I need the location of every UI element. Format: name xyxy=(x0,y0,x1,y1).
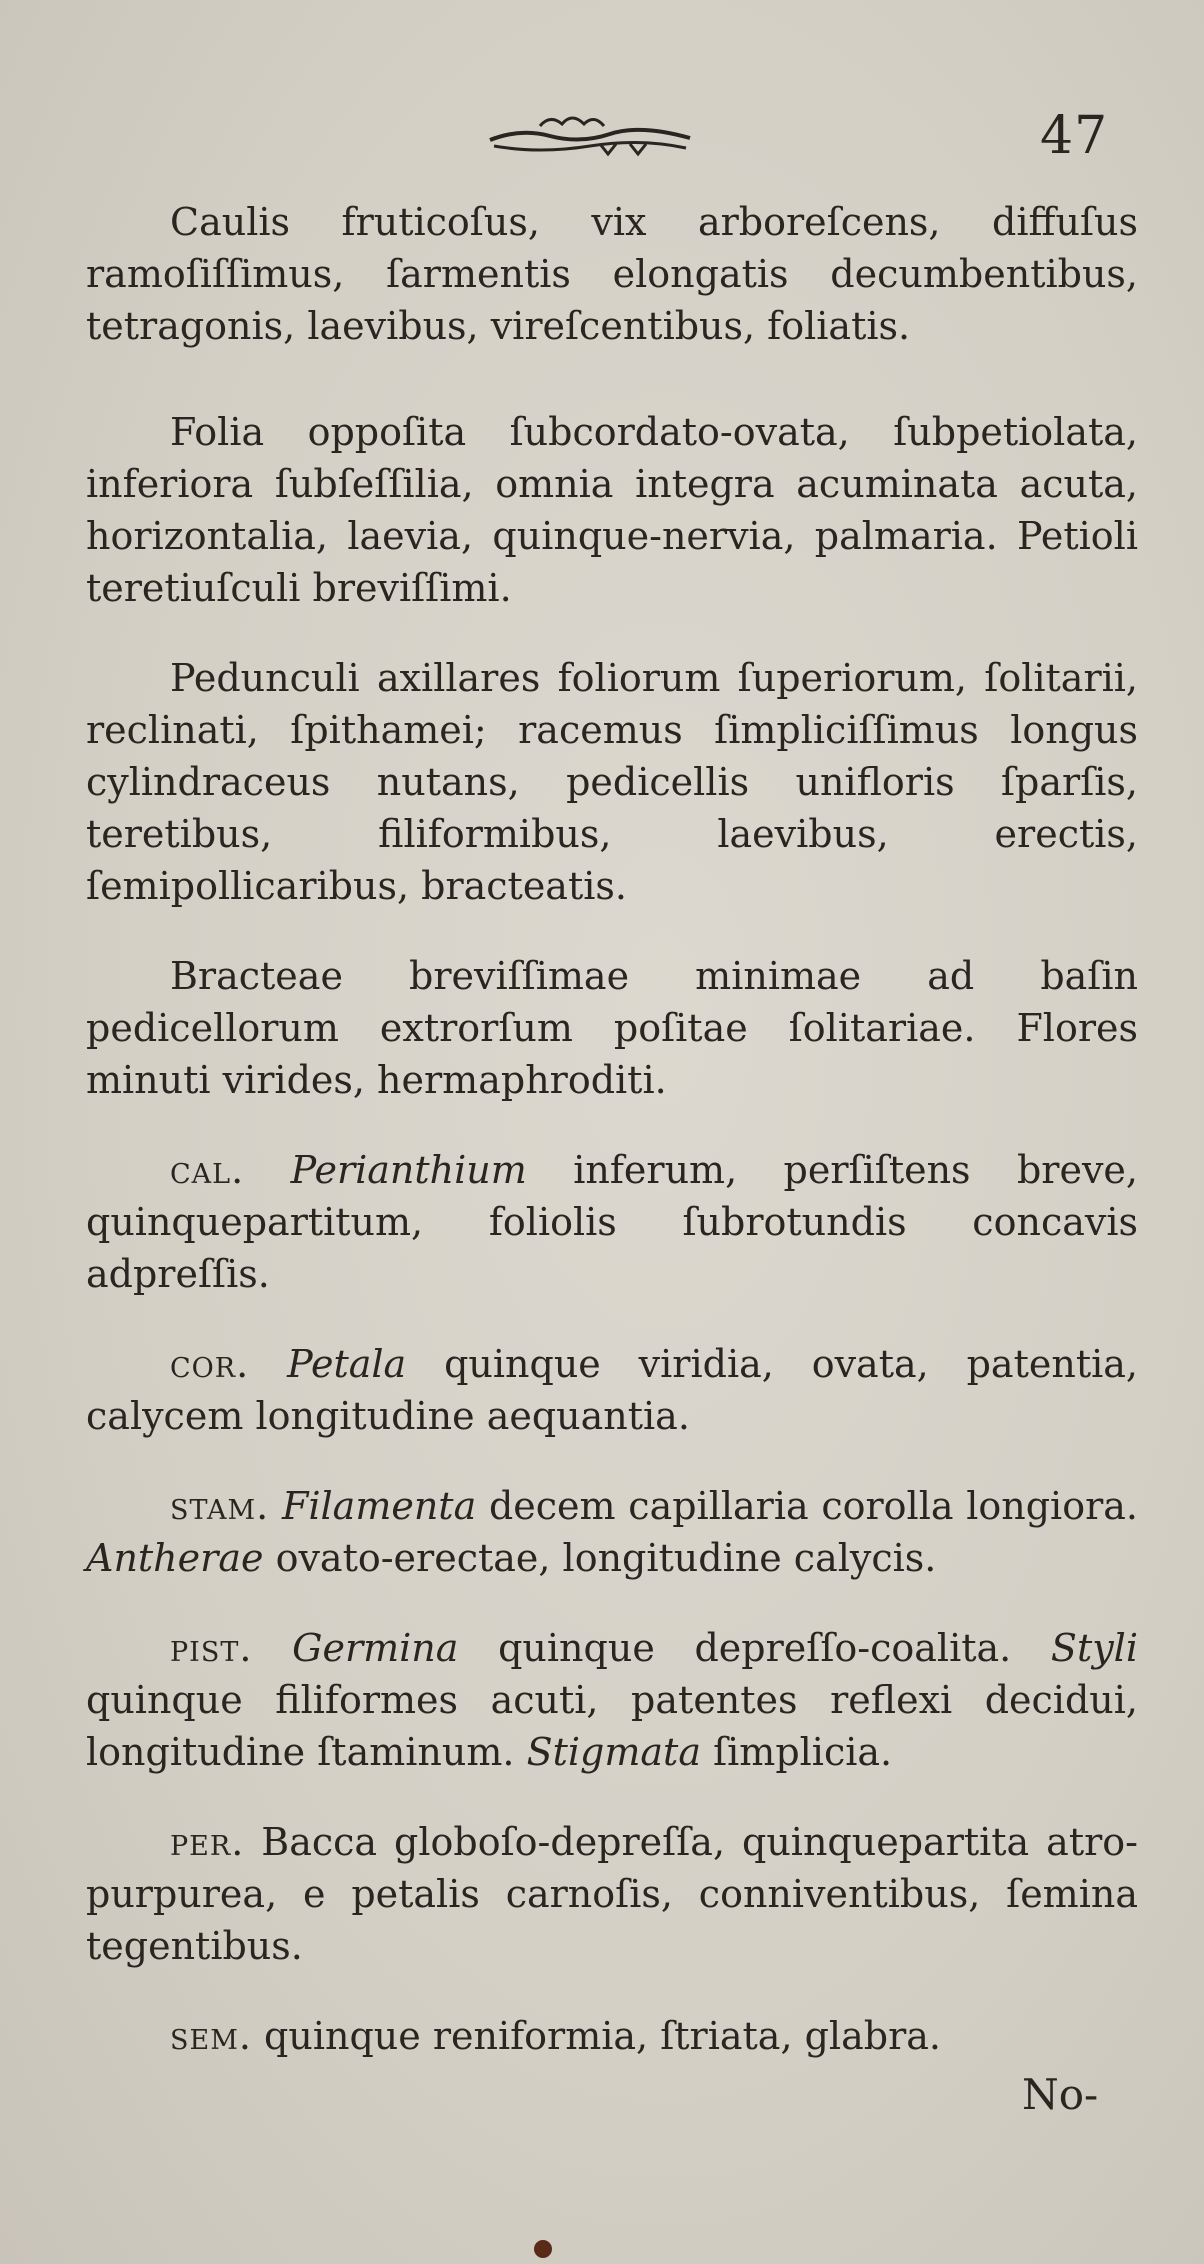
term: Antherae xyxy=(86,1536,264,1580)
paragraph-caulis: Caulis fruticoſus, vix arboreſcens, diffuſus ramoſiſſimus, ſarmentis elongatis decumbentibus, tetragonis, laevibus, vireſcentibus, foliatis. xyxy=(86,200,1138,348)
page-header xyxy=(0,100,1204,170)
section-label: stam. xyxy=(170,1484,270,1528)
body-text xyxy=(86,196,1138,2062)
term: Germina xyxy=(292,1626,459,1670)
paragraph-pedunculi: Pedunculi axillares foliorum ſuperiorum, ſolitarii, reclinati, ſpithamei; racemus ſimpliciſſimus longus cylindraceus nutans, pedicellis unifloris ſparſis, teretibus, filiformibus, laevibus, erectis, ſemipollicaribus, bracteatis. xyxy=(86,656,1138,908)
page-number: 47 xyxy=(1040,106,1109,166)
paragraph-folia: Folia oppoſita ſubcordato-ovata, ſubpetiolata, inferiora ſubſeſſilia, omnia integra acuminata acuta, horizontalia, laevia, quinque-nervia, palmaria. Petioli teretiuſculi breviſſimi. xyxy=(86,410,1138,610)
catchword: No- xyxy=(1022,2070,1099,2119)
paragraph-bracteae: Bracteae breviſſimae minimae ad baſin pedicellorum extrorſum poſitae ſolitariae. Flores minuti virides, hermaphroditi. xyxy=(86,954,1138,1102)
paragraph-calyx: cal. Perianthium inferum, perſiſtens breve, quinquepartitum, foliolis ſubrotundis concavis adpreſſis. xyxy=(86,1148,1138,1296)
section-label: sem. xyxy=(170,2014,252,2058)
paragraph-pistillum: pist. Germina quinque depreſſo-coalita. Styli quinque filiformes acuti, patentes reflexi decidui, longitudine ſtaminum. Stigmata ſimplicia. xyxy=(86,1626,1138,1774)
term: Petala xyxy=(287,1342,407,1386)
ink-spot xyxy=(534,2240,552,2258)
section-label: per. xyxy=(170,1820,245,1864)
headpiece-ornament-icon xyxy=(480,110,700,160)
section-label: cor. xyxy=(170,1342,250,1386)
section-label: cal. xyxy=(170,1148,245,1192)
term: Styli xyxy=(1050,1626,1138,1670)
paragraph-pericarpium: per. Bacca globoſo-depreſſa, quinquepartita atro-purpurea, e petalis carnoſis, conniventibus, ſemina tegentibus. xyxy=(86,1820,1138,1968)
term: Perianthium xyxy=(290,1148,527,1192)
paragraph-semina: sem. quinque reniformia, ſtriata, glabra. xyxy=(170,2014,941,2058)
paragraph-stamina: stam. Filamenta decem capillaria corolla longiora. Antherae ovato-erectae, longitudine calycis. xyxy=(86,1484,1138,1580)
paragraph-corolla: cor. Petala quinque viridia, ovata, patentia, calycem longitudine aequantia. xyxy=(86,1342,1138,1438)
term: Stigmata xyxy=(526,1730,701,1774)
section-label: pist. xyxy=(170,1626,253,1670)
term: Filamenta xyxy=(281,1484,477,1528)
